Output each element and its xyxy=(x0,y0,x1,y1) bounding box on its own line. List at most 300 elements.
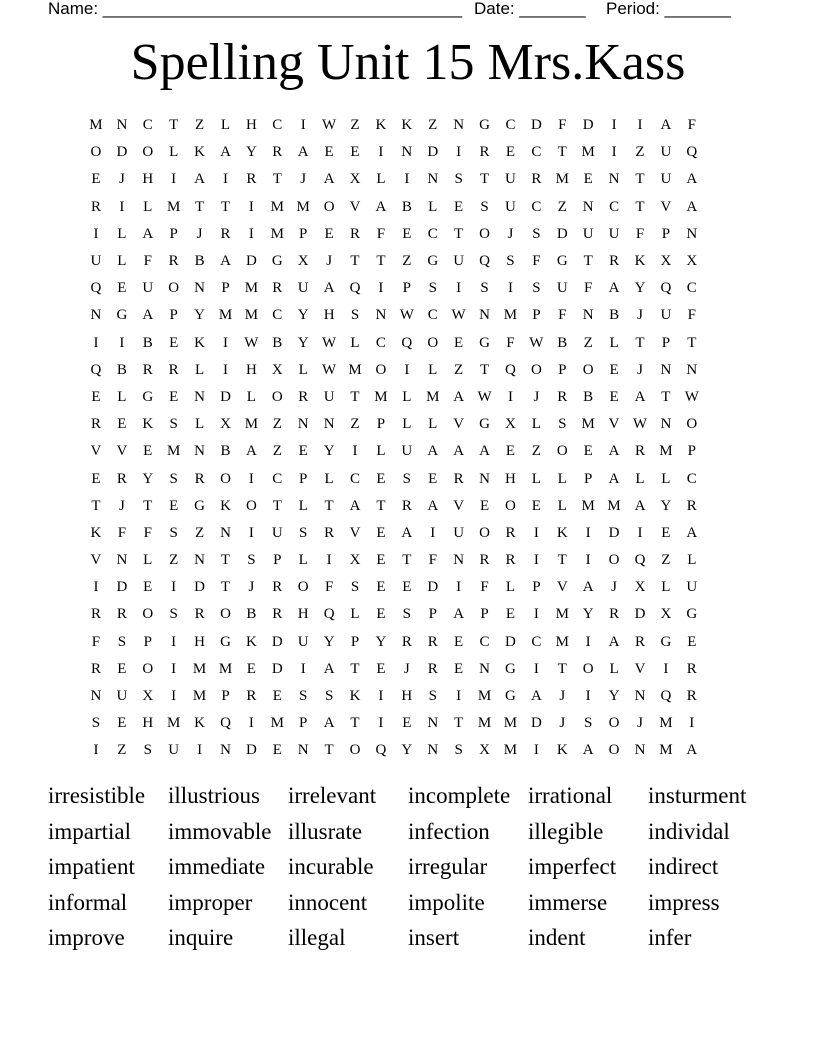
grid-letter[interactable]: S xyxy=(350,579,360,596)
grid-letter[interactable]: B xyxy=(194,253,205,270)
grid-letter[interactable]: R xyxy=(298,388,309,405)
grid-letter[interactable]: N xyxy=(582,307,594,324)
grid-letter[interactable]: P xyxy=(661,334,671,351)
grid-letter[interactable]: O xyxy=(142,606,154,623)
grid-letter[interactable]: S xyxy=(169,606,178,623)
grid-letter[interactable]: A xyxy=(142,307,154,324)
grid-letter[interactable]: A xyxy=(427,443,439,460)
grid-letter[interactable]: E xyxy=(350,144,360,161)
grid-letter[interactable]: V xyxy=(453,497,465,514)
grid-letter[interactable]: R xyxy=(168,361,179,378)
grid-letter[interactable]: U xyxy=(116,688,128,705)
grid-letter[interactable]: X xyxy=(220,416,231,433)
grid-letter[interactable]: J xyxy=(559,715,566,732)
grid-letter[interactable]: C xyxy=(505,117,516,134)
grid-letter[interactable]: P xyxy=(428,606,437,623)
grid-letter[interactable]: E xyxy=(402,225,412,242)
grid-letter[interactable]: G xyxy=(505,660,516,677)
grid-letter[interactable]: G xyxy=(660,633,672,650)
grid-letter[interactable]: O xyxy=(220,470,231,487)
grid-letter[interactable]: B xyxy=(142,334,153,351)
grid-letter[interactable]: N xyxy=(479,307,490,324)
grid-letter[interactable]: U xyxy=(582,225,594,242)
grid-letter[interactable]: P xyxy=(687,443,696,460)
grid-letter[interactable]: D xyxy=(530,715,542,732)
grid-letter[interactable]: A xyxy=(453,443,465,460)
grid-letter[interactable]: L xyxy=(635,470,645,487)
grid-letter[interactable]: F xyxy=(428,552,437,569)
grid-letter[interactable]: E xyxy=(117,660,127,677)
grid-letter[interactable]: L xyxy=(194,416,205,433)
grid-letter[interactable]: P xyxy=(584,470,593,487)
grid-letter[interactable]: I xyxy=(637,117,643,134)
grid-letter[interactable]: M xyxy=(659,715,673,732)
grid-letter[interactable]: M xyxy=(477,688,492,705)
grid-letter[interactable]: S xyxy=(532,225,541,242)
grid-letter[interactable]: U xyxy=(660,307,672,324)
grid-letter[interactable]: R xyxy=(427,660,438,677)
grid-letter[interactable]: U xyxy=(401,443,413,460)
grid-letter[interactable]: O xyxy=(142,144,154,161)
grid-letter[interactable]: X xyxy=(505,416,516,433)
grid-letter[interactable]: C xyxy=(427,307,438,324)
grid-letter[interactable]: D xyxy=(530,117,542,134)
grid-letter[interactable]: S xyxy=(169,416,178,433)
grid-letter[interactable]: E xyxy=(169,334,179,351)
grid-letter[interactable]: I xyxy=(171,633,177,650)
grid-letter[interactable]: R xyxy=(401,497,412,514)
grid-letter[interactable]: W xyxy=(632,416,648,433)
grid-letter[interactable]: O xyxy=(349,742,361,759)
grid-letter[interactable]: V xyxy=(556,579,568,596)
grid-letter[interactable]: P xyxy=(299,470,308,487)
grid-letter[interactable]: I xyxy=(93,579,99,596)
grid-letter[interactable]: D xyxy=(245,742,257,759)
grid-letter[interactable]: P xyxy=(221,280,230,297)
grid-letter[interactable]: Q xyxy=(634,552,646,569)
grid-letter[interactable]: C xyxy=(531,633,542,650)
grid-letter[interactable]: L xyxy=(117,225,127,242)
grid-letter[interactable]: L xyxy=(661,470,671,487)
grid-letter[interactable]: D xyxy=(116,579,128,596)
grid-letter[interactable]: C xyxy=(272,470,283,487)
grid-letter[interactable]: B xyxy=(583,388,594,405)
grid-letter[interactable]: S xyxy=(117,633,127,650)
grid-letter[interactable]: N xyxy=(90,688,102,705)
grid-letter[interactable]: Q xyxy=(349,280,361,297)
grid-letter[interactable]: L xyxy=(143,198,153,215)
grid-letter[interactable]: K xyxy=(634,253,646,270)
grid-letter[interactable]: M xyxy=(374,388,388,405)
grid-letter[interactable]: F xyxy=(143,524,152,541)
grid-letter[interactable]: Z xyxy=(583,334,593,351)
grid-letter[interactable]: U xyxy=(686,579,698,596)
grid-letter[interactable]: U xyxy=(90,253,102,270)
grid-letter[interactable]: X xyxy=(349,552,361,569)
grid-letter[interactable]: S xyxy=(324,688,334,705)
grid-letter[interactable]: N xyxy=(116,117,128,134)
grid-letter[interactable]: H xyxy=(142,171,154,188)
grid-letter[interactable]: C xyxy=(427,225,438,242)
grid-letter[interactable]: I xyxy=(585,524,591,541)
grid-letter[interactable]: M xyxy=(270,225,284,242)
grid-letter[interactable]: C xyxy=(272,307,283,324)
grid-letter[interactable]: O xyxy=(245,497,257,514)
grid-letter[interactable]: E xyxy=(246,660,256,677)
grid-letter[interactable]: T xyxy=(169,117,179,134)
grid-letter[interactable]: N xyxy=(401,144,413,161)
grid-letter[interactable]: K xyxy=(556,524,568,541)
grid-letter[interactable]: I xyxy=(585,552,591,569)
grid-letter[interactable]: G xyxy=(427,253,439,270)
grid-letter[interactable]: T xyxy=(350,660,360,677)
grid-letter[interactable]: Q xyxy=(323,606,335,623)
grid-letter[interactable]: X xyxy=(297,253,309,270)
grid-letter[interactable]: W xyxy=(244,334,259,351)
grid-letter[interactable]: M xyxy=(555,633,569,650)
grid-letter[interactable]: L xyxy=(609,660,619,677)
grid-letter[interactable]: I xyxy=(197,742,203,759)
grid-letter[interactable]: Y xyxy=(297,334,309,351)
grid-letter[interactable]: L xyxy=(402,416,412,433)
grid-letter[interactable]: N xyxy=(194,280,205,297)
grid-letter[interactable]: C xyxy=(531,198,542,215)
grid-letter[interactable]: X xyxy=(479,742,490,759)
grid-letter[interactable]: T xyxy=(272,171,282,188)
grid-letter[interactable]: P xyxy=(402,280,411,297)
grid-letter[interactable]: E xyxy=(376,660,386,677)
grid-letter[interactable]: N xyxy=(427,742,439,759)
grid-letter[interactable]: A xyxy=(530,688,542,705)
grid-letter[interactable]: N xyxy=(323,416,335,433)
grid-letter[interactable]: L xyxy=(376,171,386,188)
grid-letter[interactable]: H xyxy=(297,606,309,623)
grid-letter[interactable]: M xyxy=(270,715,284,732)
grid-letter[interactable]: D xyxy=(608,524,620,541)
grid-letter[interactable]: V xyxy=(349,198,361,215)
grid-letter[interactable]: F xyxy=(376,225,386,242)
grid-letter[interactable]: U xyxy=(297,633,309,650)
grid-letter[interactable]: R xyxy=(116,606,127,623)
grid-letter[interactable]: I xyxy=(300,660,306,677)
grid-letter[interactable]: A xyxy=(375,198,387,215)
grid-letter[interactable]: M xyxy=(296,198,310,215)
grid-letter[interactable]: E xyxy=(609,388,619,405)
grid-letter[interactable]: E xyxy=(324,225,334,242)
grid-letter[interactable]: K xyxy=(375,117,387,134)
grid-letter[interactable]: L xyxy=(194,361,205,378)
grid-letter[interactable]: T xyxy=(635,171,645,188)
grid-letter[interactable]: Y xyxy=(297,307,309,324)
grid-letter[interactable]: Q xyxy=(660,280,672,297)
grid-letter[interactable]: M xyxy=(89,117,103,134)
grid-letter[interactable]: C xyxy=(531,144,542,161)
grid-letter[interactable]: W xyxy=(451,307,466,324)
grid-letter[interactable]: Q xyxy=(375,742,387,759)
grid-letter[interactable]: N xyxy=(453,117,465,134)
grid-letter[interactable]: K xyxy=(194,144,205,161)
grid-letter[interactable]: K xyxy=(245,633,257,650)
grid-letter[interactable]: E xyxy=(91,171,101,188)
grid-letter[interactable]: S xyxy=(299,524,308,541)
grid-letter[interactable]: E xyxy=(505,443,516,460)
grid-letter[interactable]: Y xyxy=(323,633,335,650)
grid-letter[interactable]: C xyxy=(609,198,620,215)
grid-letter[interactable]: N xyxy=(453,552,465,569)
grid-letter[interactable]: Y xyxy=(375,633,387,650)
grid-letter[interactable]: K xyxy=(220,497,231,514)
grid-letter[interactable]: P xyxy=(221,688,230,705)
grid-letter[interactable]: Q xyxy=(505,361,516,378)
grid-letter[interactable]: T xyxy=(583,253,593,270)
grid-letter[interactable]: P xyxy=(376,416,386,433)
grid-letter[interactable]: R xyxy=(142,361,153,378)
grid-letter[interactable]: T xyxy=(272,497,282,514)
grid-letter[interactable]: I xyxy=(171,688,177,705)
grid-letter[interactable]: P xyxy=(273,552,282,569)
grid-letter[interactable]: X xyxy=(142,688,154,705)
grid-letter[interactable]: P xyxy=(169,225,178,242)
grid-letter[interactable]: T xyxy=(687,334,697,351)
grid-letter[interactable]: I xyxy=(352,443,358,460)
grid-letter[interactable]: A xyxy=(142,225,154,242)
grid-letter[interactable]: I xyxy=(507,388,513,405)
grid-letter[interactable]: R xyxy=(401,633,412,650)
grid-letter[interactable]: T xyxy=(479,361,490,378)
grid-letter[interactable]: Z xyxy=(272,416,282,433)
grid-letter[interactable]: T xyxy=(557,660,567,677)
grid-letter[interactable]: N xyxy=(660,361,672,378)
grid-letter[interactable]: I xyxy=(378,144,384,161)
grid-letter[interactable]: N xyxy=(608,171,620,188)
grid-letter[interactable]: N xyxy=(660,416,672,433)
grid-letter[interactable]: J xyxy=(611,579,617,596)
grid-letter[interactable]: Z xyxy=(169,552,179,569)
grid-letter[interactable]: S xyxy=(402,606,411,623)
grid-letter[interactable]: R xyxy=(686,497,697,514)
grid-letter[interactable]: Q xyxy=(660,688,672,705)
grid-letter[interactable]: U xyxy=(323,388,335,405)
grid-letter[interactable]: A xyxy=(686,198,698,215)
grid-letter[interactable]: N xyxy=(427,715,439,732)
grid-letter[interactable]: M xyxy=(192,688,207,705)
grid-letter[interactable]: O xyxy=(220,606,231,623)
grid-letter[interactable]: R xyxy=(427,633,438,650)
grid-letter[interactable]: N xyxy=(582,198,594,215)
grid-letter[interactable]: W xyxy=(322,334,337,351)
grid-letter[interactable]: V xyxy=(634,660,646,677)
grid-letter[interactable]: F xyxy=(532,253,541,270)
grid-letter[interactable]: L xyxy=(350,606,360,623)
grid-letter[interactable]: I xyxy=(611,144,617,161)
grid-letter[interactable]: L xyxy=(376,443,386,460)
grid-letter[interactable]: M xyxy=(607,497,621,514)
grid-letter[interactable]: A xyxy=(220,144,231,161)
grid-letter[interactable]: E xyxy=(479,497,490,514)
grid-letter[interactable]: S xyxy=(480,198,489,215)
grid-letter[interactable]: M xyxy=(659,742,673,759)
grid-letter[interactable]: E xyxy=(402,715,412,732)
grid-letter[interactable]: P xyxy=(350,633,360,650)
grid-letter[interactable]: D xyxy=(427,144,439,161)
grid-letter[interactable]: M xyxy=(218,660,233,677)
grid-letter[interactable]: N xyxy=(479,470,490,487)
grid-letter[interactable]: I xyxy=(456,144,462,161)
grid-letter[interactable]: E xyxy=(169,497,179,514)
grid-letter[interactable]: F xyxy=(324,579,334,596)
grid-letter[interactable]: I xyxy=(404,171,410,188)
grid-letter[interactable]: W xyxy=(322,117,337,134)
grid-letter[interactable]: I xyxy=(171,660,177,677)
grid-letter[interactable]: Y xyxy=(608,688,620,705)
grid-letter[interactable]: V xyxy=(90,552,102,569)
grid-letter[interactable]: O xyxy=(323,198,335,215)
grid-letter[interactable]: R xyxy=(531,171,542,188)
grid-letter[interactable]: N xyxy=(116,552,128,569)
grid-letter[interactable]: Y xyxy=(245,144,257,161)
grid-letter[interactable]: N xyxy=(686,225,698,242)
grid-letter[interactable]: O xyxy=(505,497,516,514)
grid-letter[interactable]: H xyxy=(401,688,413,705)
grid-letter[interactable]: P xyxy=(532,579,541,596)
grid-letter[interactable]: J xyxy=(533,388,540,405)
grid-letter[interactable]: Z xyxy=(531,443,541,460)
grid-letter[interactable]: N xyxy=(634,688,646,705)
grid-letter[interactable]: R xyxy=(557,388,568,405)
grid-letter[interactable]: E xyxy=(402,579,412,596)
grid-letter[interactable]: A xyxy=(453,606,465,623)
grid-letter[interactable]: I xyxy=(456,280,462,297)
grid-letter[interactable]: A xyxy=(608,633,620,650)
grid-letter[interactable]: R xyxy=(90,660,101,677)
grid-letter[interactable]: M xyxy=(659,443,673,460)
grid-letter[interactable]: I xyxy=(507,280,513,297)
grid-letter[interactable]: T xyxy=(350,253,360,270)
grid-letter[interactable]: V xyxy=(349,524,361,541)
grid-letter[interactable]: A xyxy=(686,524,698,541)
grid-letter[interactable]: L xyxy=(531,416,541,433)
grid-letter[interactable]: E xyxy=(661,524,671,541)
grid-letter[interactable]: N xyxy=(634,742,646,759)
grid-letter[interactable]: L xyxy=(687,552,697,569)
grid-letter[interactable]: E xyxy=(376,524,386,541)
grid-letter[interactable]: E xyxy=(91,470,101,487)
grid-letter[interactable]: Z xyxy=(194,117,205,134)
grid-letter[interactable]: M xyxy=(503,307,518,324)
grid-letter[interactable]: G xyxy=(479,416,490,433)
grid-letter[interactable]: I xyxy=(378,715,384,732)
grid-letter[interactable]: Y xyxy=(401,742,413,759)
grid-letter[interactable]: E xyxy=(428,470,438,487)
grid-letter[interactable]: T xyxy=(557,144,567,161)
grid-letter[interactable]: I xyxy=(222,171,228,188)
grid-letter[interactable]: G xyxy=(505,688,516,705)
grid-letter[interactable]: H xyxy=(245,117,257,134)
grid-letter[interactable]: S xyxy=(299,688,308,705)
grid-letter[interactable]: N xyxy=(194,552,205,569)
grid-letter[interactable]: Z xyxy=(402,253,412,270)
grid-letter[interactable]: R xyxy=(272,579,283,596)
grid-letter[interactable]: F xyxy=(558,117,567,134)
grid-letter[interactable]: B xyxy=(246,606,257,623)
grid-letter[interactable]: F xyxy=(635,225,645,242)
grid-letter[interactable]: A xyxy=(660,117,672,134)
grid-letter[interactable]: Q xyxy=(90,280,102,297)
grid-letter[interactable]: Y xyxy=(142,470,154,487)
grid-letter[interactable]: R xyxy=(634,633,645,650)
grid-letter[interactable]: J xyxy=(118,171,125,188)
grid-letter[interactable]: A xyxy=(323,280,335,297)
grid-letter[interactable]: F xyxy=(143,253,152,270)
grid-letter[interactable]: I xyxy=(378,688,384,705)
grid-letter[interactable]: A xyxy=(194,171,205,188)
grid-letter[interactable]: S xyxy=(428,688,437,705)
grid-letter[interactable]: E xyxy=(454,660,464,677)
grid-letter[interactable]: Z xyxy=(428,117,438,134)
grid-letter[interactable]: T xyxy=(557,552,567,569)
grid-letter[interactable]: T xyxy=(479,171,490,188)
grid-letter[interactable]: N xyxy=(220,524,231,541)
grid-letter[interactable]: F xyxy=(687,117,696,134)
grid-letter[interactable]: E xyxy=(376,579,386,596)
grid-letter[interactable]: N xyxy=(427,171,439,188)
grid-letter[interactable]: R xyxy=(272,280,283,297)
grid-letter[interactable]: V xyxy=(453,416,465,433)
grid-letter[interactable]: E xyxy=(298,443,308,460)
grid-letter[interactable]: Y xyxy=(194,307,205,324)
grid-letter[interactable]: Y xyxy=(660,497,672,514)
grid-letter[interactable]: S xyxy=(480,280,489,297)
grid-letter[interactable]: O xyxy=(271,388,283,405)
grid-letter[interactable]: T xyxy=(324,497,334,514)
grid-letter[interactable]: O xyxy=(608,552,620,569)
grid-letter[interactable]: E xyxy=(687,633,697,650)
grid-letter[interactable]: O xyxy=(556,443,568,460)
grid-letter[interactable]: U xyxy=(168,742,180,759)
grid-letter[interactable]: L xyxy=(298,497,308,514)
grid-letter[interactable]: S xyxy=(247,552,256,569)
grid-letter[interactable]: Q xyxy=(479,253,490,270)
grid-letter[interactable]: A xyxy=(634,497,646,514)
grid-letter[interactable]: A xyxy=(297,144,309,161)
grid-letter[interactable]: L xyxy=(350,334,360,351)
grid-letter[interactable]: R xyxy=(479,144,490,161)
grid-letter[interactable]: X xyxy=(271,361,283,378)
grid-letter[interactable]: Z xyxy=(117,742,127,759)
grid-letter[interactable]: R xyxy=(324,524,335,541)
grid-letter[interactable]: R xyxy=(90,198,101,215)
grid-letter[interactable]: T xyxy=(376,253,386,270)
grid-letter[interactable]: S xyxy=(402,470,411,487)
grid-letter[interactable]: L xyxy=(143,552,153,569)
grid-letter[interactable]: U xyxy=(271,524,283,541)
grid-letter[interactable]: E xyxy=(376,552,386,569)
grid-letter[interactable]: O xyxy=(90,144,102,161)
grid-letter[interactable]: P xyxy=(532,307,541,324)
grid-letter[interactable]: I xyxy=(533,742,539,759)
grid-letter[interactable]: I xyxy=(171,171,177,188)
grid-letter[interactable]: I xyxy=(430,524,436,541)
grid-letter[interactable]: A xyxy=(349,497,361,514)
grid-letter[interactable]: U xyxy=(453,524,465,541)
grid-letter[interactable]: A xyxy=(401,524,413,541)
grid-letter[interactable]: E xyxy=(454,334,464,351)
grid-letter[interactable]: A xyxy=(634,388,646,405)
grid-letter[interactable]: O xyxy=(427,334,439,351)
grid-letter[interactable]: C xyxy=(142,117,153,134)
grid-letter[interactable]: E xyxy=(117,280,127,297)
grid-letter[interactable]: U xyxy=(556,280,568,297)
